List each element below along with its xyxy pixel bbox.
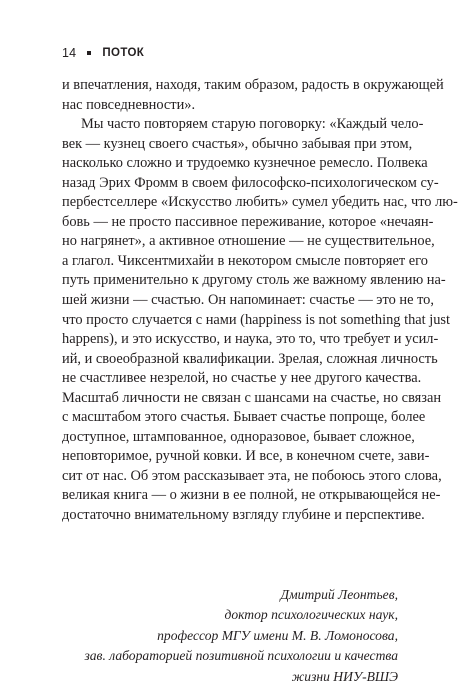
paragraph-first-line: Мы часто повторяем старую поговорку: «Каждый чело- xyxy=(81,116,424,133)
author-name: Дмитрий Леонтьев, xyxy=(280,587,398,602)
text-line: достаточно внимательному взгляду глубине и перспективе. xyxy=(62,507,425,524)
text-line: пербестселлере «Искусство любить» сумел убедить нас, что лю- xyxy=(62,194,458,211)
author-affiliation: зав. лабораторией позитивной психологии и качества xyxy=(84,648,398,664)
text-line: ий, и своеобразной квалификации. Зрелая, сложная личность xyxy=(62,350,438,367)
text-line: happens), и это искусство, и наука, это то, что требует и усил- xyxy=(62,331,439,348)
text-line: великая книга — о жизни в ее полной, не открывающейся не- xyxy=(62,487,441,504)
text-line: сит от нас. Об этом рассказывает эта, не побоюсь этого слова, xyxy=(62,467,442,484)
text-line: Масштаб личности не связан с шансами на счастье, но связан xyxy=(62,389,442,406)
text-line: назад Эрих Фромм в своем философско-психологическом су- xyxy=(62,174,439,191)
author-position: профессор МГУ имени М. В. Ломоносова, xyxy=(157,627,398,643)
text-line: не счастливее незрелой, но счастье у нее другого качества. xyxy=(62,370,422,387)
text-line: шей жизни — счастью. Он напоминает: счастье — это не то, xyxy=(62,292,434,309)
page-number: 14 xyxy=(62,46,77,60)
running-header xyxy=(62,46,144,60)
text-line: но нагрянет», а активное отношение — не существительное, xyxy=(62,233,435,250)
author-degree: доктор психологических наук, xyxy=(224,607,398,623)
text-line: и впечатления, находя, таким образом, радость в окружающей xyxy=(62,77,444,93)
text-line: а глагол. Чиксентмихайи в некотором смысле повторяет его xyxy=(62,252,428,269)
text-line: с масштабом этого счастья. Бывает счастье попроще, более xyxy=(62,409,426,426)
author-signature xyxy=(62,585,398,687)
text-line: доступное, штампованное, одноразовое, бывает сложное, xyxy=(62,428,415,445)
text-line: насколько сложно и трудоемко кузнечное ремесло. Полвека xyxy=(62,155,428,172)
text-line: нас повседневности». xyxy=(62,96,196,113)
text-line: что просто случается с нами (happiness is not something that just xyxy=(62,311,451,328)
text-line: неповторимое, ручной ковки. И все, в конечном счете, зави- xyxy=(62,448,430,465)
text-line: бовь — не просто пассивное переживание, которое «нечаян- xyxy=(62,213,434,230)
author-affiliation-cont: жизни НИУ-ВШЭ xyxy=(291,668,398,684)
text-line: путь применительно к другому столь же важному явлению на- xyxy=(62,272,446,289)
body-text xyxy=(62,76,458,526)
text-line: век — кузнец своего счастья», обычно забывая при этом, xyxy=(62,135,413,152)
chapter-title: ПОТОК xyxy=(102,47,145,59)
header-bullet xyxy=(87,51,91,55)
